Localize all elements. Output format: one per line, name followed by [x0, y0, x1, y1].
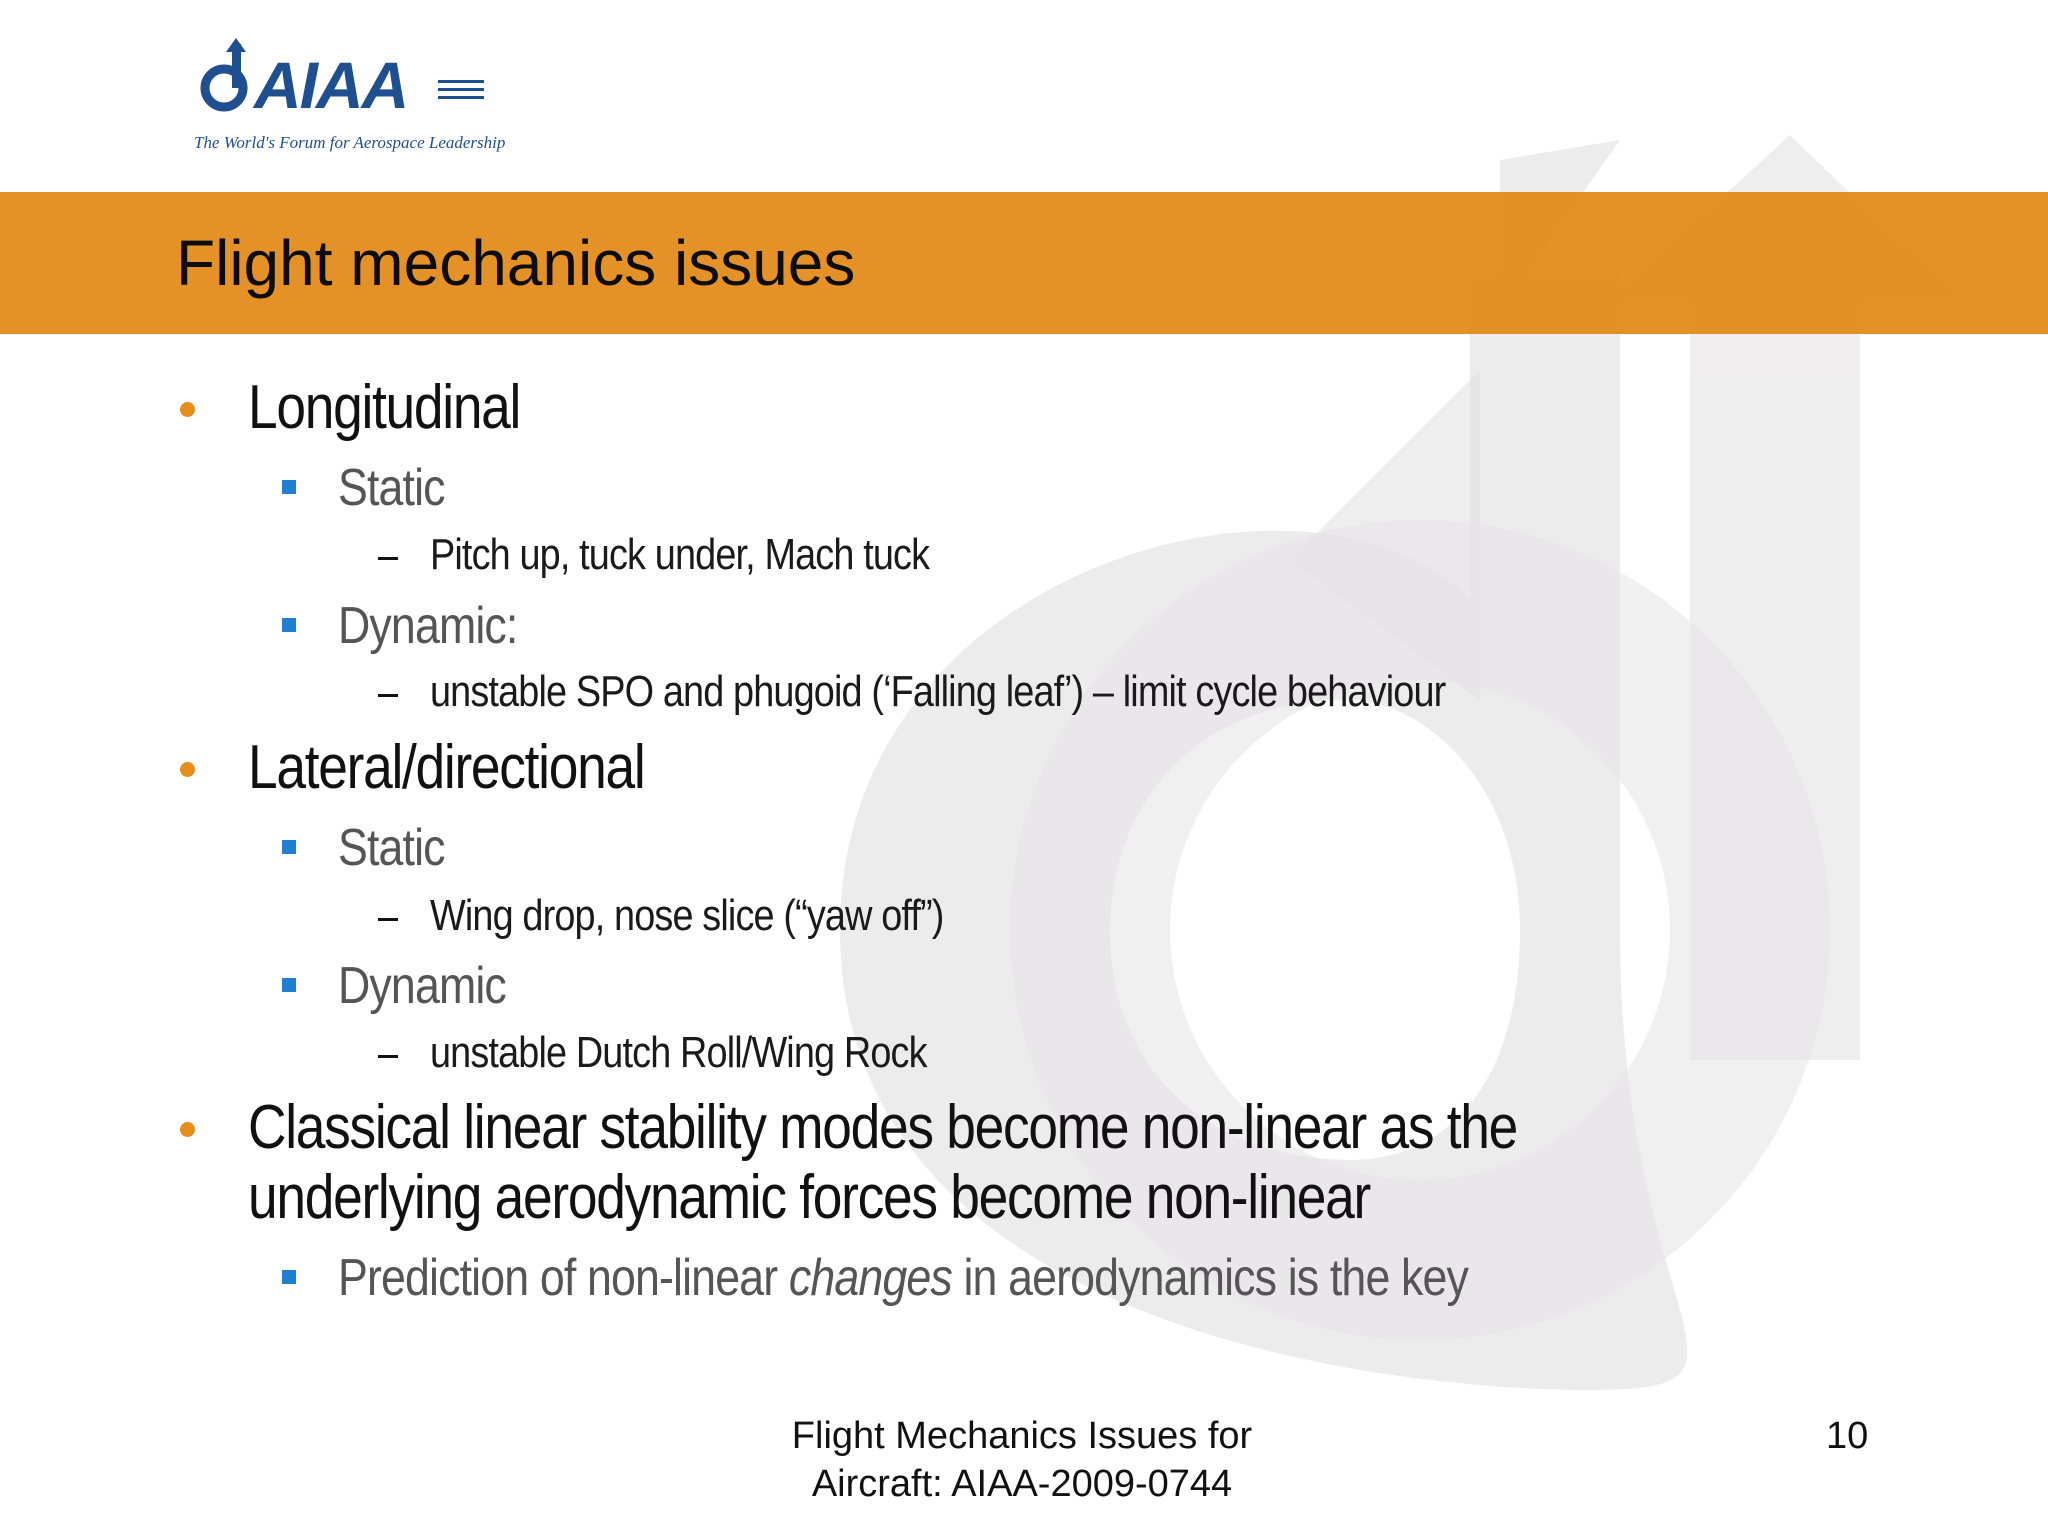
page-number: 10 [1826, 1415, 1869, 1457]
level2-bullet-icon [282, 978, 296, 992]
level1-bullet-icon [180, 762, 195, 777]
level3-dash-icon [378, 557, 398, 560]
sub-bullet-dynamic: Dynamic: [338, 597, 518, 655]
level2-bullet-icon [282, 1270, 296, 1284]
sub-bullet-prediction [338, 1248, 1468, 1308]
sub-bullet-dynamic: Dynamic [338, 957, 506, 1015]
bullet-longitudinal: Longitudinal [248, 373, 521, 442]
prediction-text-start: Prediction of non-linear [338, 1249, 789, 1307]
sub-sub-bullet: Wing drop, nose slice (“yaw off”) [430, 891, 944, 940]
level2-bullet-icon [282, 618, 296, 632]
slide-title: Flight mechanics issues [176, 227, 856, 299]
level3-dash-icon [378, 694, 398, 697]
bullet-classical-line-2: underlying aerodynamic forces become non-linear [248, 1163, 1370, 1232]
level2-bullet-icon [282, 840, 296, 854]
logo-tagline: The World's Forum for Aerospace Leadership [194, 133, 506, 152]
level3-dash-icon [378, 918, 398, 921]
sub-sub-bullet: Pitch up, tuck under, Mach tuck [430, 530, 930, 579]
logo-wordmark: AIAA [254, 48, 408, 122]
prediction-text-end: in aerodynamics is the key [951, 1249, 1469, 1307]
sub-sub-bullet: unstable SPO and phugoid (‘Falling leaf’) – limit cycle behaviour [430, 667, 1446, 716]
footer-line-2: Aircraft: AIAA-2009-0744 [811, 1463, 1233, 1505]
level2-bullet-icon [282, 480, 296, 494]
bullet-classical-line-1: Classical linear stability modes become non-linear as the [248, 1093, 1518, 1162]
slide-footer [762, 1412, 1282, 1508]
prediction-emphasis: changes [788, 1249, 952, 1307]
sub-sub-bullet: unstable Dutch Roll/Wing Rock [430, 1028, 927, 1077]
bullet-lateral-directional: Lateral/directional [248, 733, 645, 802]
level1-bullet-icon [180, 1122, 195, 1137]
level3-dash-icon [378, 1055, 398, 1058]
footer-line-1: Flight Mechanics Issues for [791, 1415, 1253, 1457]
sub-bullet-static: Static [338, 459, 445, 517]
level1-bullet-icon [180, 402, 195, 417]
sub-bullet-static: Static [338, 819, 445, 877]
